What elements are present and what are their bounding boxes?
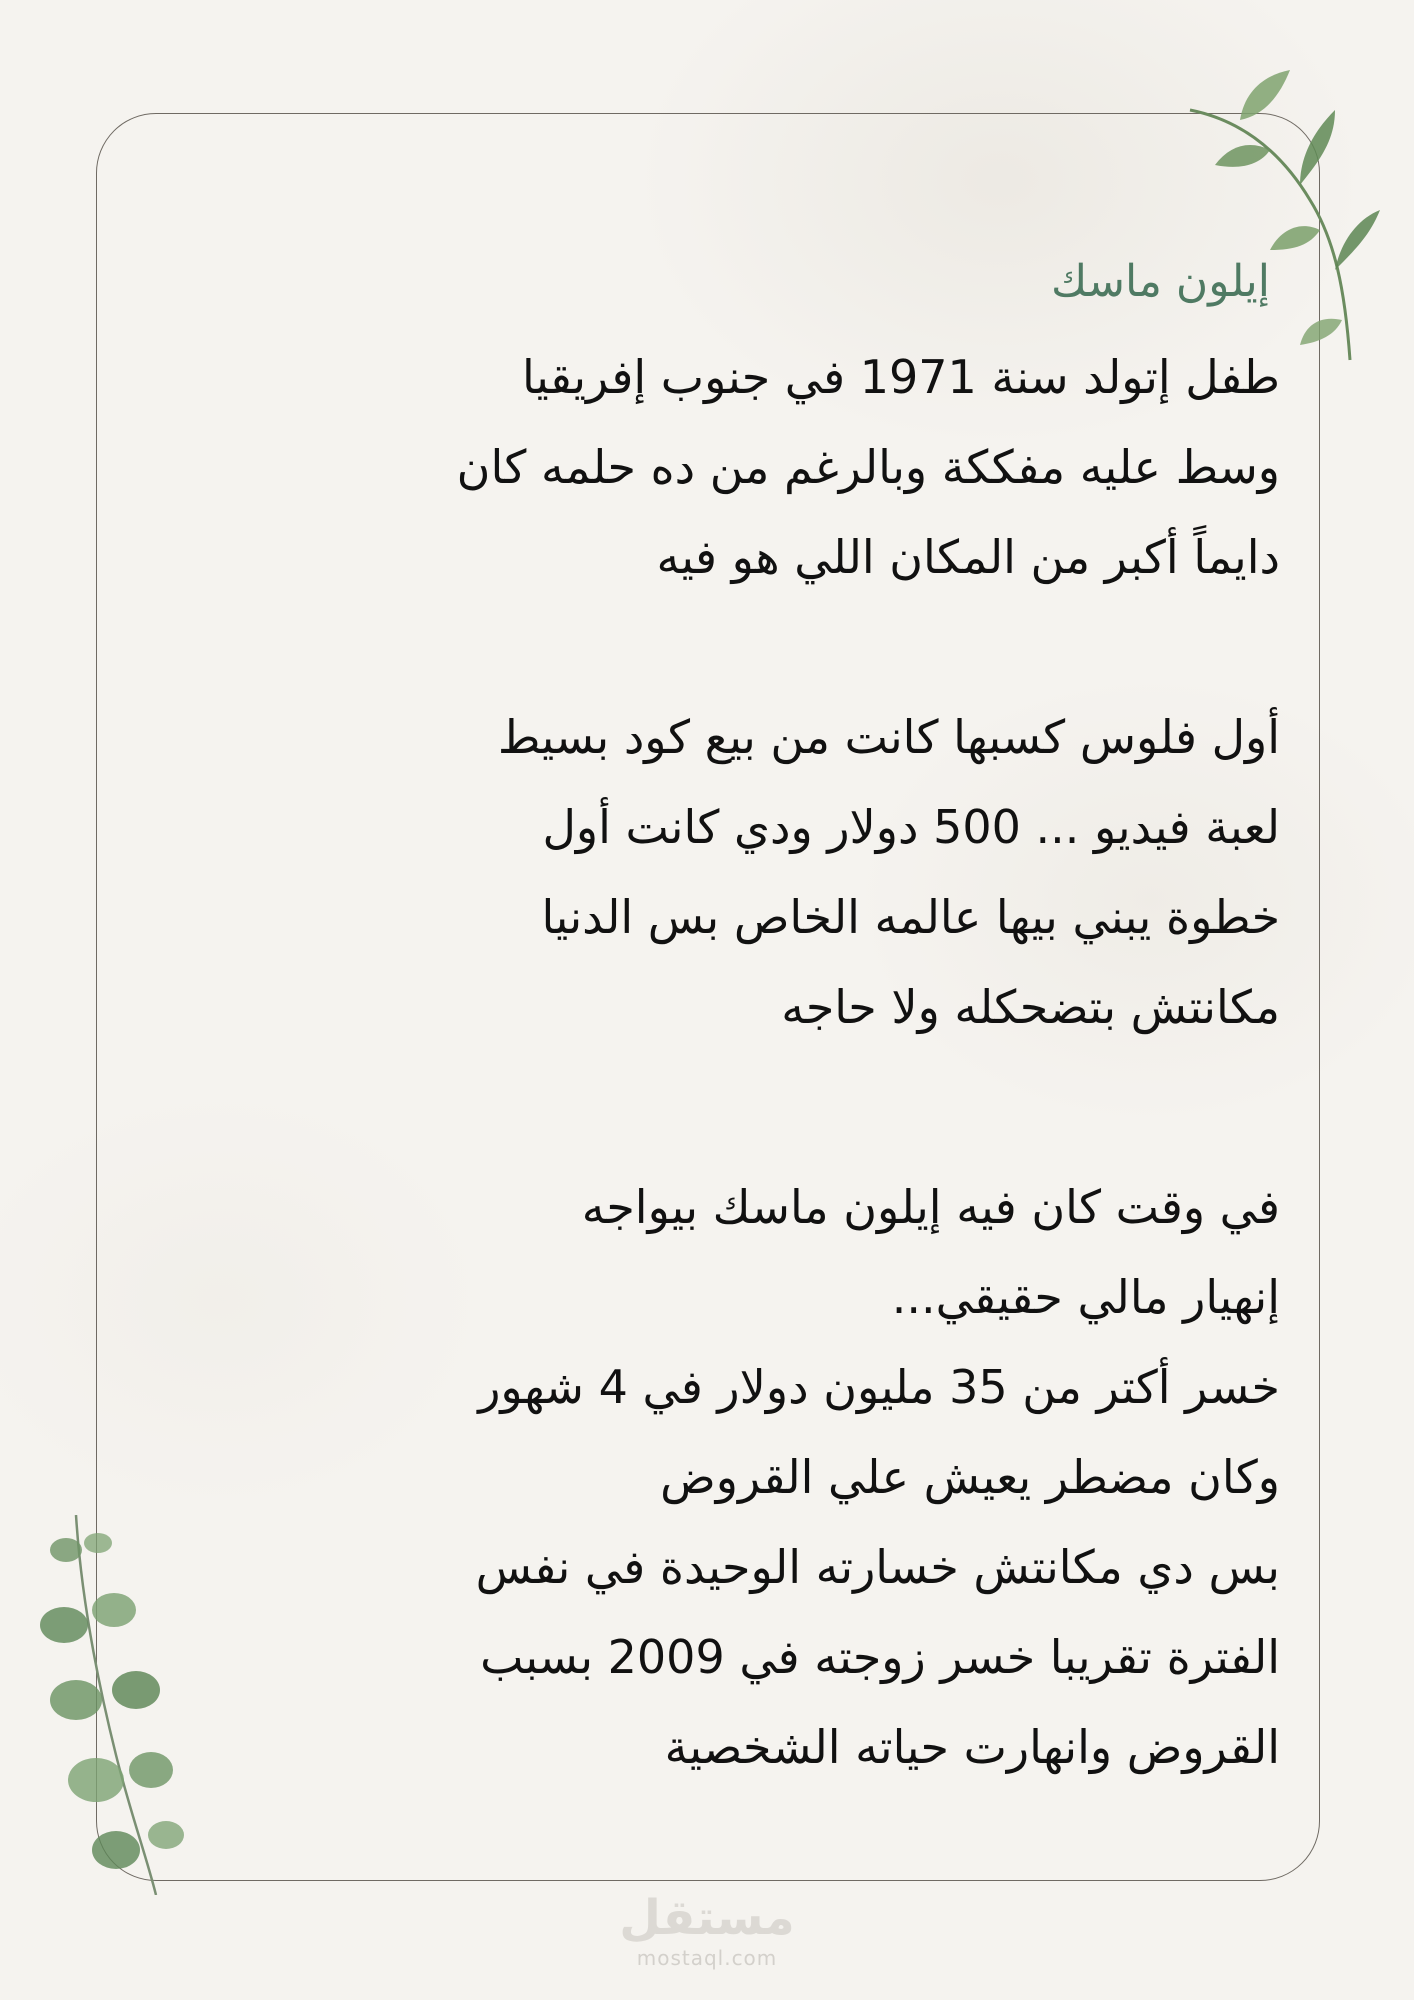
paragraph-spacer bbox=[130, 1052, 1280, 1162]
text-line: وسط عليه مفككة وبالرغم من ده حلمه كان bbox=[456, 440, 1280, 494]
paragraph-2 bbox=[130, 692, 1280, 1052]
text-line: وكان مضطر يعيش علي القروض bbox=[660, 1450, 1280, 1504]
document-content bbox=[130, 240, 1280, 1792]
text-line: لعبة فيديو ... 500 دولار ودي كانت أول bbox=[542, 800, 1280, 854]
text-line: الفترة تقريبا خسر زوجته في 2009 بسبب bbox=[480, 1630, 1280, 1684]
text-line: طفل إتولد سنة 1971 في جنوب إفريقيا bbox=[522, 350, 1280, 404]
watermark bbox=[0, 1890, 1414, 1970]
text-line: دايماً أكبر من المكان اللي هو فيه bbox=[656, 530, 1280, 584]
text-line: خسر أكتر من 35 مليون دولار في 4 شهور bbox=[478, 1360, 1280, 1414]
text-line: في وقت كان فيه إيلون ماسك بيواجه bbox=[581, 1180, 1280, 1234]
text-line: مكانتش بتضحكله ولا حاجه bbox=[781, 980, 1280, 1034]
paragraph-3 bbox=[130, 1162, 1280, 1792]
text-line: إنهيار مالي حقيقي... bbox=[891, 1270, 1280, 1324]
text-line: أول فلوس كسبها كانت من بيع كود بسيط bbox=[497, 710, 1280, 764]
text-line: خطوة يبني بيها عالمه الخاص بس الدنيا bbox=[541, 890, 1280, 944]
document-title: إيلون ماسك bbox=[1051, 256, 1270, 307]
paragraph-1 bbox=[130, 332, 1280, 602]
text-line: القروض وانهارت حياته الشخصية bbox=[664, 1720, 1280, 1774]
paragraph-spacer bbox=[130, 602, 1280, 692]
text-line: بس دي مكانتش خسارته الوحيدة في نفس bbox=[475, 1540, 1280, 1594]
watermark-url: mostaql.com bbox=[636, 1946, 778, 1970]
watermark-logo: مستقل bbox=[619, 1890, 795, 1946]
